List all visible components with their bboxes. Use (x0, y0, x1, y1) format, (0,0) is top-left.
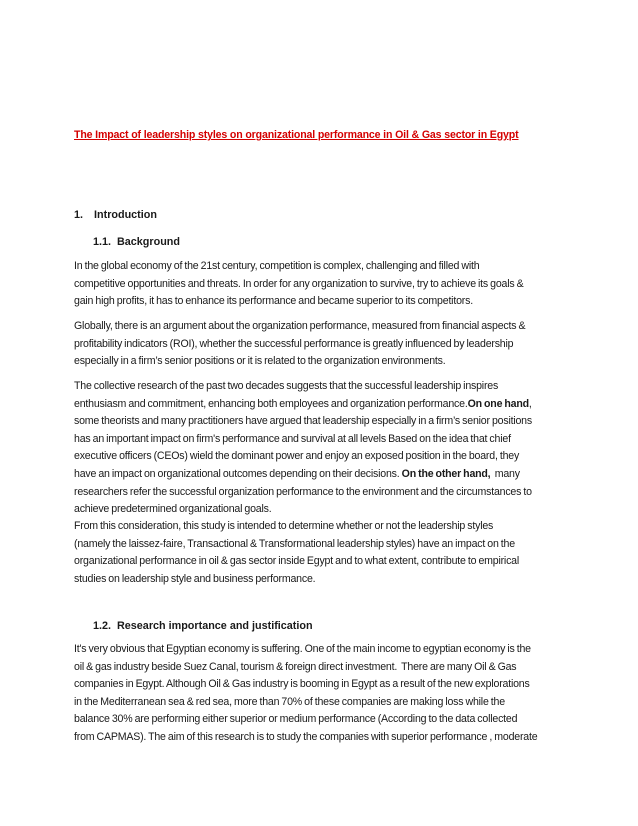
text-segment: many (490, 467, 520, 480)
section-heading-introduction (74, 209, 157, 221)
text-line: studies on leadership style and business performance. (74, 572, 316, 585)
bold-phrase: On the other hand, (401, 467, 491, 480)
text-line: From this consideration, this study is intended to determine whether or not the leadership styles (74, 520, 494, 532)
text-line: researchers refer the successful organization performance to the environment and the circumstances to (74, 485, 532, 498)
text-line: Globally, there is an argument about the organization performance, measured from financial aspects & (74, 320, 526, 332)
paragraph-collective-research (74, 378, 574, 519)
text-line: organizational performance in oil & gas sector inside Egypt and to what extent, contribute to empirical (74, 555, 520, 568)
text-line: competitive opportunities and threats. In order for any organization to survive, try to achieve its goals & (74, 277, 524, 290)
paragraph-egyptian-economy (74, 641, 574, 747)
text-line: achieve predetermined organizational goals. (74, 503, 272, 516)
text-line: some theorists and many practitioners have argued that leadership especially in a firm’s senior positions (74, 415, 532, 428)
text-line (74, 398, 532, 410)
paragraph-consideration (74, 518, 574, 588)
document-title: The Impact of leadership styles on organizational performance in Oil & Gas sector in Egypt (74, 129, 519, 141)
text-line: The collective research of the past two decades suggests that the successful leadership inspires (74, 380, 499, 392)
text-segment: have an impact on organizational outcomes depending on their decisions. (74, 467, 402, 480)
section-title: Introduction (94, 209, 157, 221)
text-line: from CAPMAS). The aim of this research is to study the companies with superior performance , moderate (74, 730, 538, 743)
text-line: It's very obvious that Egyptian economy is suffering. One of the main income to egyptian economy is the (74, 643, 531, 655)
text-line (74, 468, 520, 480)
subsection-heading-research-importance (93, 620, 313, 632)
subsection-number: 1.2. (93, 620, 112, 632)
text-segment: , (528, 397, 532, 410)
text-line: profitability indicators (ROI), whether the successful performance is greatly influenced by leadership (74, 337, 514, 350)
text-line: In the global economy of the 21st century, competition is complex, challenging and filled with (74, 260, 480, 272)
paragraph-global-economy (74, 258, 574, 311)
text-line: balance 30% are performing either superior or medium performance (According to the data collected (74, 713, 518, 726)
section-number: 1. (74, 209, 84, 221)
text-line: in the Mediterranean sea & red sea, more than 70% of these companies are making loss while the (74, 695, 505, 708)
text-line: gain high profits, it has to enhance its performance and became superior to its competitors. (74, 295, 473, 308)
text-line: has an important impact on firm's performance and survival at all levels Based on the idea that chief (74, 432, 511, 445)
text-line: especially in a firm’s senior positions or it is related to the organization environments. (74, 355, 446, 368)
text-line: oil & gas industry beside Suez Canal, tourism & foreign direct investment. There are many Oil & Gas (74, 660, 517, 673)
bold-phrase: On one hand (467, 397, 529, 410)
text-line: companies in Egypt. Although Oil & Gas industry is booming in Egypt as a result of the new explorations (74, 678, 530, 691)
text-segment: enthusiasm and commitment, enhancing both employees and organization performance. (74, 397, 468, 410)
subsection-title: Background (117, 236, 180, 248)
subsection-number: 1.1. (93, 236, 112, 248)
paragraph-globally (74, 318, 574, 371)
subsection-heading-background (93, 236, 180, 248)
text-line: executive officers (CEOs) wield the dominant power and enjoy an exposed position in the board, they (74, 450, 520, 463)
text-line: (namely the laissez-faire, Transactional & Transformational leadership styles) have an impact on the (74, 537, 515, 550)
subsection-title: Research importance and justification (117, 620, 313, 632)
